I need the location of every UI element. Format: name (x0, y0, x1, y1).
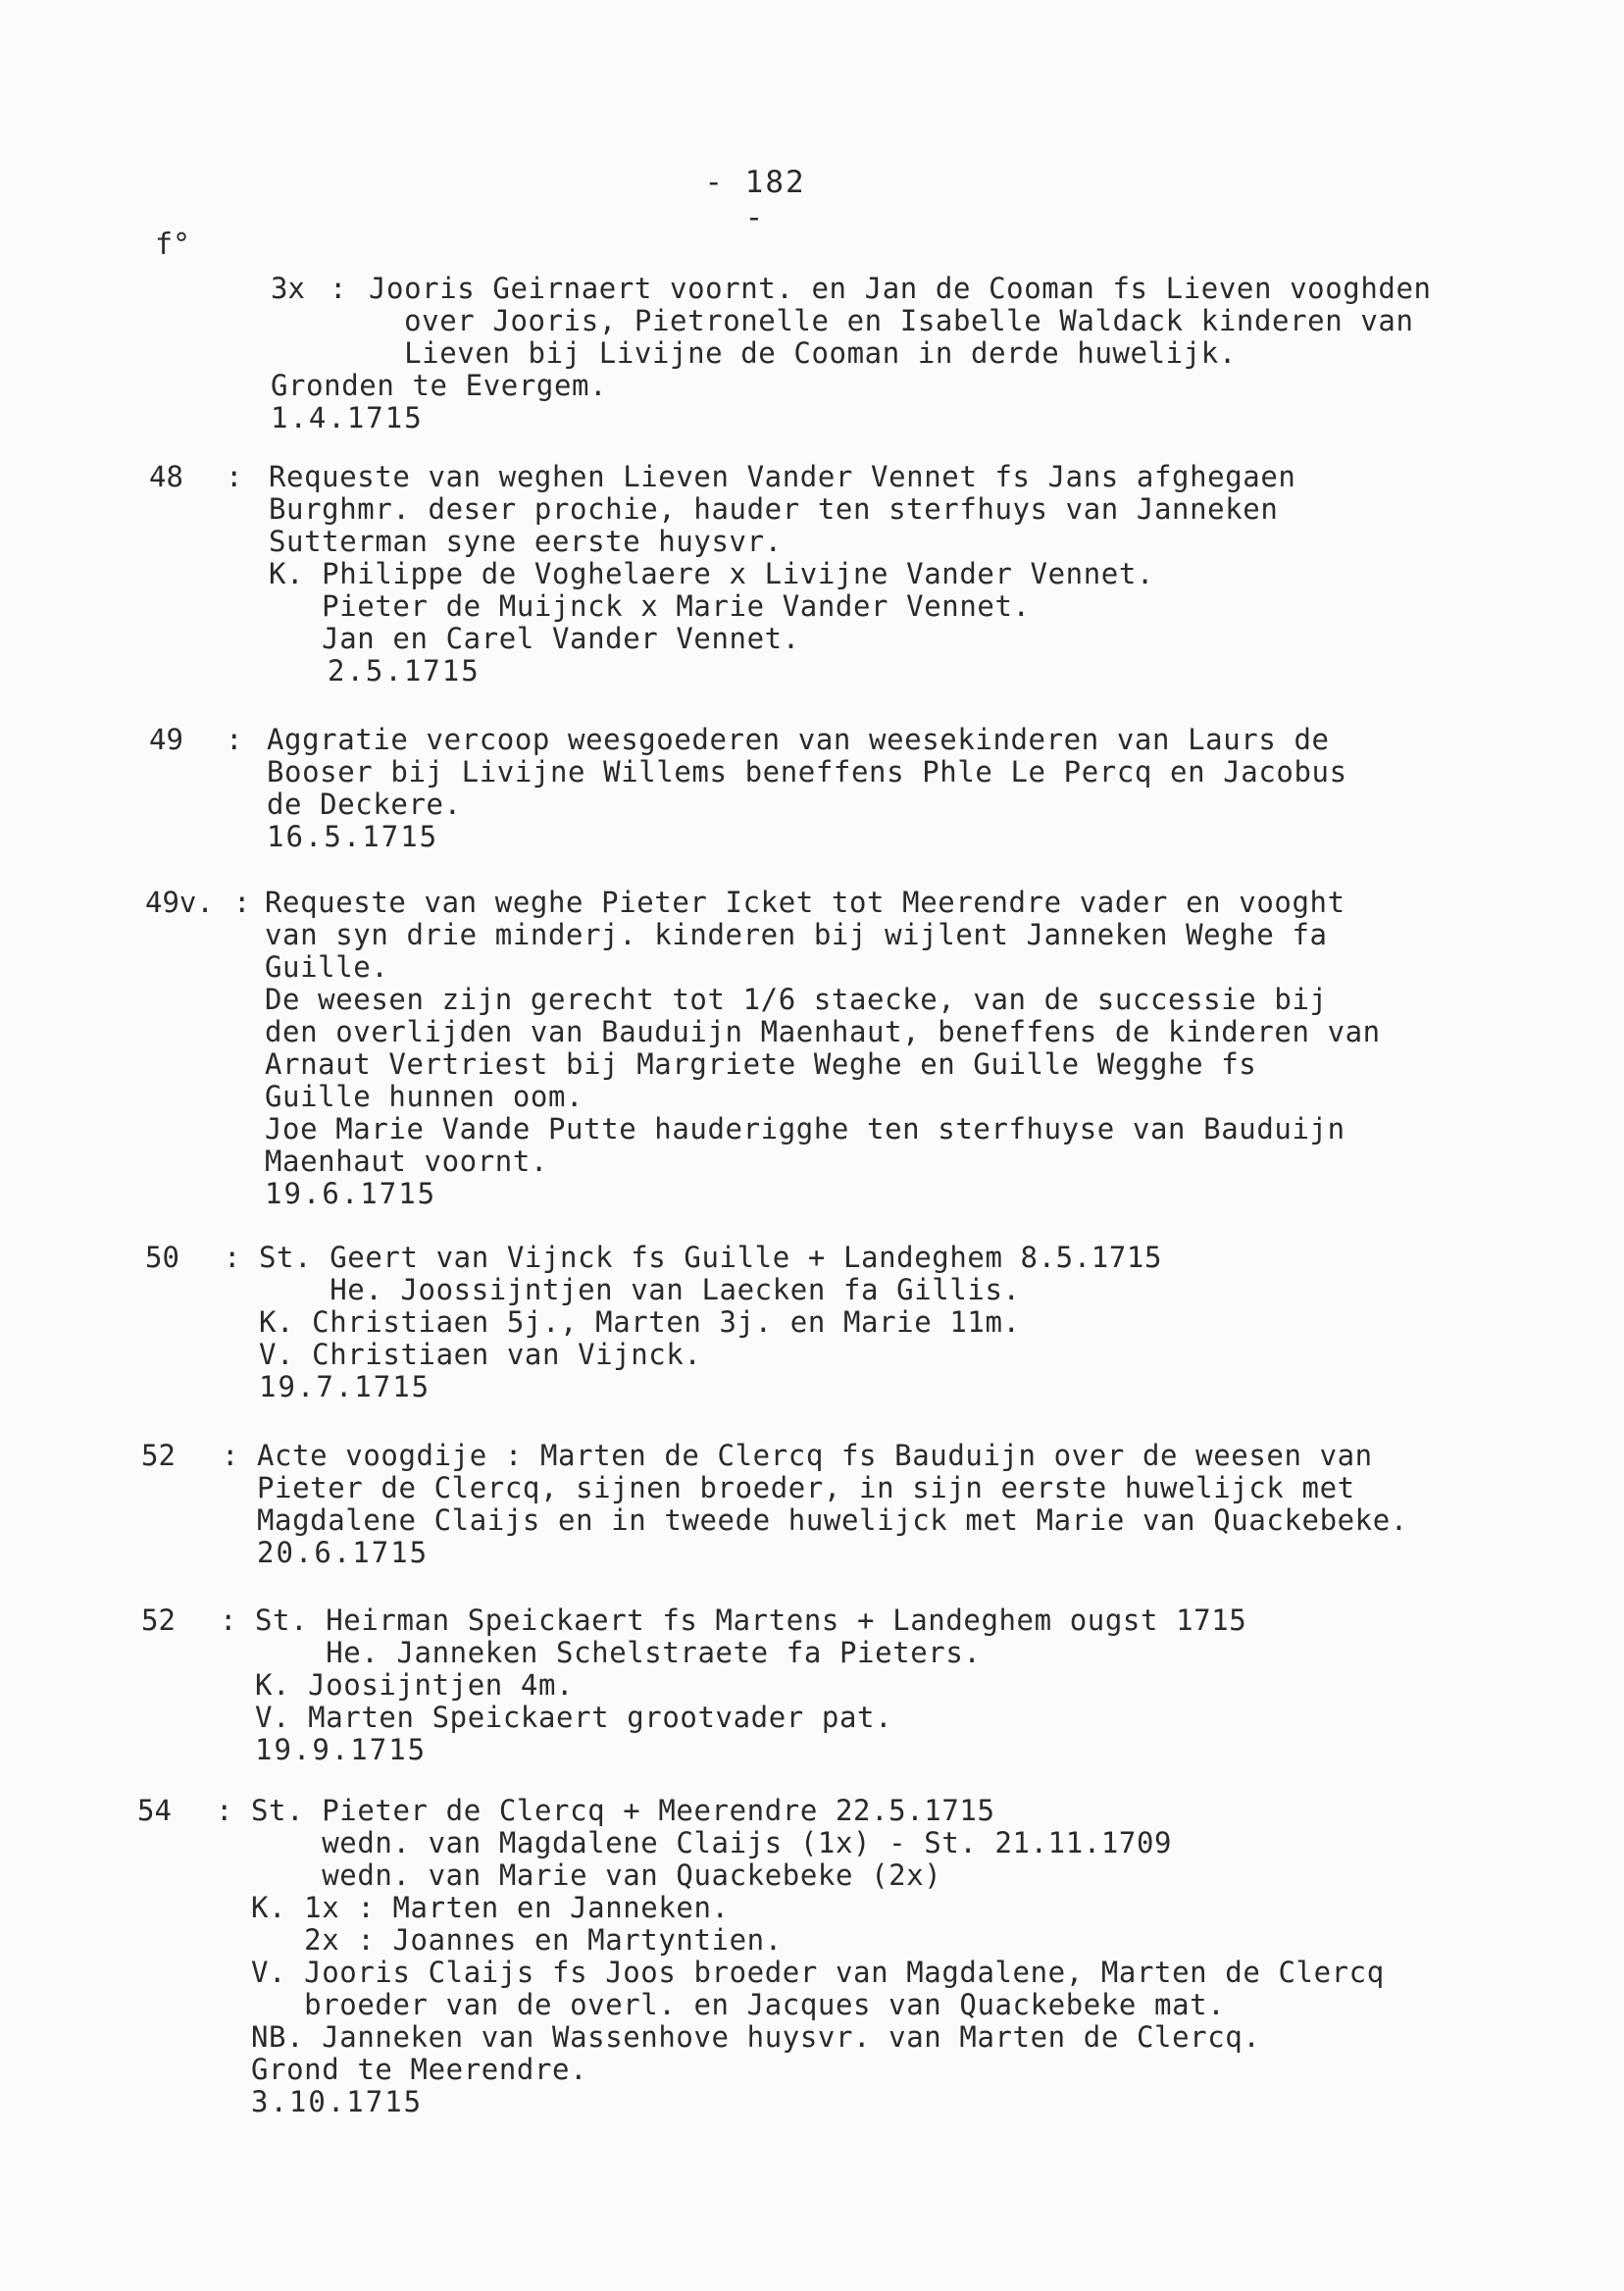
entry-text (257, 1440, 1565, 1569)
entry-line: wedn. van Magdalene Claijs (1x) - St. 21.11.1709 (251, 1826, 1173, 1859)
entry-line: Sutterman syne eerste huysvr. (269, 525, 783, 558)
entry-line: broeder van de overl. en Jacques van Quackebeke mat. (251, 1988, 1226, 2021)
entry-line: Requeste van weghe Pieter Icket tot Meerendre vader en vooght (265, 886, 1345, 919)
entry-line: Booser bij Livijne Willems beneffens Phle Le Percq en Jacobus (267, 755, 1347, 789)
entry-colon: : (330, 272, 347, 305)
entry-date: 2.5.1715 (328, 654, 481, 687)
entry-date: 16.5.1715 (267, 820, 439, 853)
entry-colon: : (226, 460, 243, 493)
entry-line: V. Christiaen van Vijnck. (259, 1338, 702, 1371)
entry-number: 54 (137, 1794, 172, 1827)
entry-date: 1.4.1715 (271, 401, 424, 434)
entry-number: 52 (141, 1604, 176, 1637)
entry-colon: : (222, 1439, 239, 1472)
folio-label: f° (155, 228, 191, 262)
entry-text (251, 1795, 1565, 2118)
entry-number: 49v. (145, 886, 214, 919)
entry-colon: : (233, 886, 251, 919)
entry-date: 19.9.1715 (255, 1733, 428, 1766)
entry-line: Requeste van weghen Lieven Vander Vennet fs Jans afghegaen (269, 460, 1296, 493)
entry-text (267, 724, 1565, 853)
entry-date: 3.10.1715 (251, 2085, 424, 2118)
entry-line: Magdalene Claijs en in tweede huwelijck met Marie van Quackebeke. (257, 1503, 1408, 1537)
entry-line: 2x : Joannes en Martyntien. (251, 1923, 783, 1957)
entry-number: 3x (271, 272, 305, 305)
entry-line: de Deckere. (267, 788, 462, 821)
entry-line: St. Heirman Speickaert fs Martens + Landeghem ougst 1715 (255, 1604, 1247, 1637)
entry-line: Aggratie vercoop weesgoederen van weesekinderen van Laurs de (267, 723, 1330, 756)
entry-line: Joe Marie Vande Putte hauderigghe ten sterfhuyse van Bauduijn (265, 1112, 1345, 1146)
entry-text (369, 273, 1565, 370)
entry-line: wedn. van Marie van Quackebeke (2x) (251, 1858, 942, 1892)
entry-line: St. Pieter de Clercq + Meerendre 22.5.1715 (251, 1794, 995, 1827)
entry-line: Guille. (265, 950, 389, 984)
entry-line: Grond te Meerendre. (251, 2053, 588, 2086)
page-number: - 182 - (704, 165, 806, 235)
entry-date: 19.6.1715 (265, 1177, 437, 1210)
entry-line: Maenhaut voornt. (265, 1145, 548, 1178)
entry-date: 20.6.1715 (257, 1536, 430, 1569)
entry-line: den overlijden van Bauduijn Maenhaut, beneffens de kinderen van (265, 1015, 1381, 1048)
entry-line: Pieter de Clercq, sijnen broeder, in sijn eerste huwelijck met (257, 1471, 1355, 1504)
entry-number: 50 (145, 1241, 179, 1274)
entry-line: Lieven bij Livijne de Cooman in derde huwelijk. (369, 336, 1237, 370)
entry-line: De weesen zijn gerecht tot 1/6 staecke, van de successie bij (265, 983, 1328, 1016)
entry-line: Acte voogdije : Marten de Clercq fs Bauduijn over de weesen van (257, 1439, 1373, 1472)
entry-line: V. Marten Speickaert grootvader pat. (255, 1701, 893, 1734)
entry-line: Jan en Carel Vander Vennet. (269, 622, 800, 655)
entry-line: He. Janneken Schelstraete fa Pieters. (255, 1636, 982, 1669)
entry-colon: : (224, 1241, 241, 1274)
entry-line: van syn drie minderj. kinderen bij wijlent Janneken Weghe fa (265, 918, 1328, 951)
entry-line: Burghmr. deser prochie, hauder ten sterfhuys van Janneken (269, 492, 1279, 526)
entry-number: 52 (141, 1439, 176, 1472)
entry-number: 49 (149, 723, 183, 756)
entry-line: Pieter de Muijnck x Marie Vander Vennet. (269, 589, 1031, 623)
entry-line: Jooris Geirnaert voornt. en Jan de Cooman fs Lieven vooghden (369, 272, 1432, 305)
entry-colon: : (226, 723, 243, 756)
entry-line: K. Joosijntjen 4m. (255, 1668, 575, 1702)
entry-text (259, 1242, 1565, 1403)
entry-colon: : (220, 1604, 237, 1637)
entry-line: K. Christiaen 5j., Marten 3j. en Marie 11m. (259, 1305, 1021, 1339)
entry-colon: : (216, 1794, 233, 1827)
entry-line: Arnaut Vertriest bij Margriete Weghe en Guille Wegghe fs (265, 1047, 1257, 1081)
entry-line: St. Geert van Vijnck fs Guille + Landeghem 8.5.1715 (259, 1241, 1163, 1274)
entry-line: Gronden te Evergem. (271, 369, 608, 402)
entry-text-cont (271, 370, 1565, 434)
entry-text (265, 887, 1565, 1210)
entry-line: Guille hunnen oom. (265, 1080, 584, 1113)
entry-date: 19.7.1715 (259, 1370, 431, 1403)
entry-line: NB. Janneken van Wassenhove huysvr. van Marten de Clercq. (251, 2020, 1261, 2054)
entry-line: K. 1x : Marten en Janneken. (251, 1891, 730, 1924)
entry-line: V. Jooris Claijs fs Joos broeder van Magdalene, Marten de Clercq (251, 1956, 1385, 1989)
entry-text (269, 461, 1565, 687)
entry-text (255, 1604, 1565, 1766)
entry-line: He. Joossijntjen van Laecken fa Gillis. (259, 1273, 1021, 1306)
entry-line: over Jooris, Pietronelle en Isabelle Waldack kinderen van (369, 304, 1414, 337)
entry-line: K. Philippe de Voghelaere x Livijne Vander Vennet. (269, 557, 1154, 590)
entry-number: 48 (149, 460, 183, 493)
